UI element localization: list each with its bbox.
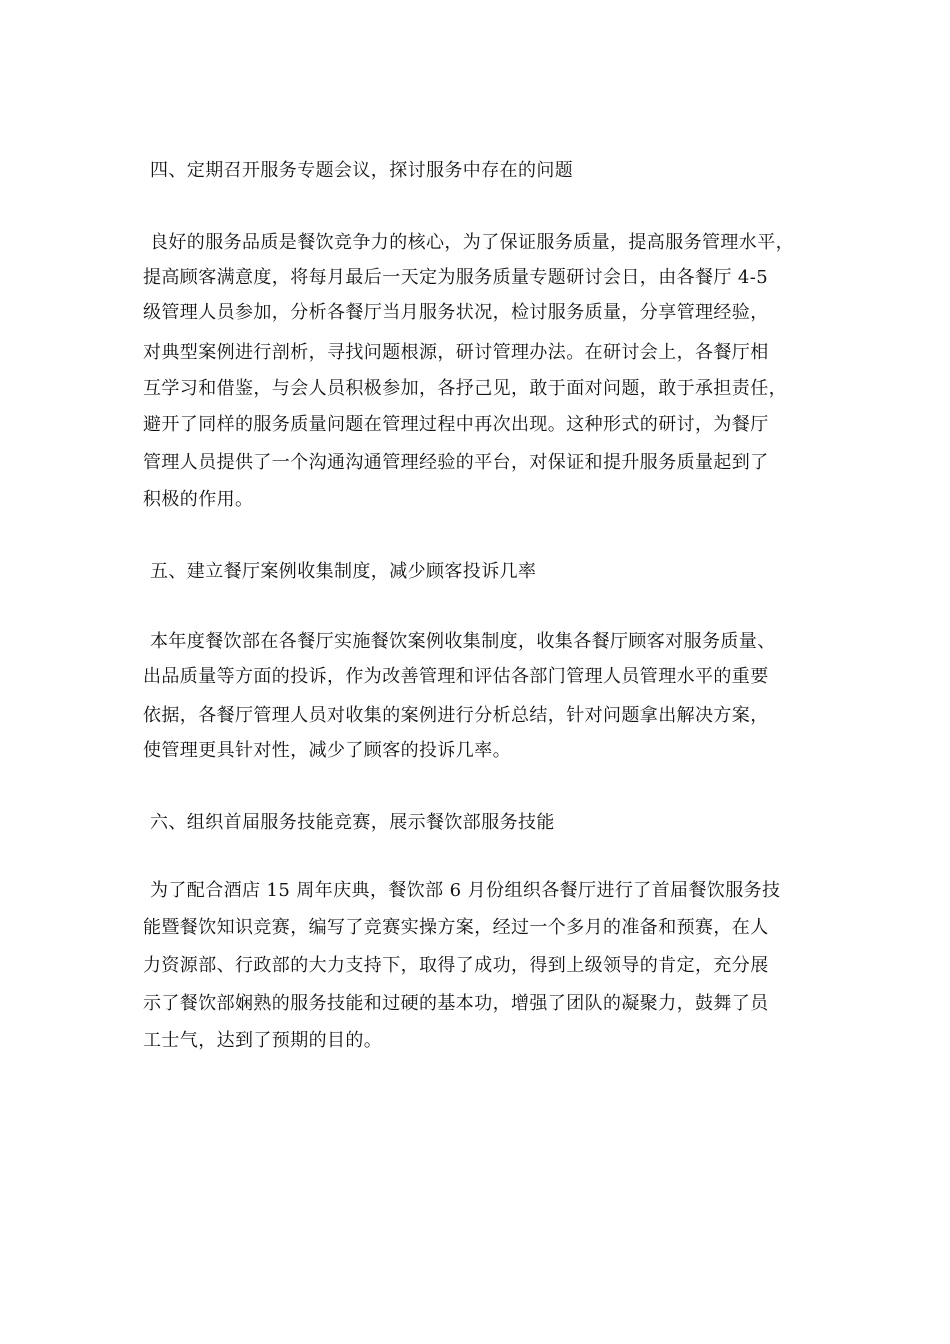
- section-4-line: 提高顾客满意度，将每月最后一天定为服务质量专题研讨会日，由各餐厅 4-5: [143, 267, 769, 288]
- section-6-heading: 六、组织首届服务技能竞赛，展示餐饮部服务技能: [150, 812, 555, 833]
- section-6-line: 示了餐饮部娴熟的服务技能和过硬的基本功，增强了团队的凝聚力，鼓舞了员: [143, 993, 769, 1014]
- section-6-line: 能暨餐饮知识竞赛，编写了竞赛实操方案，经过一个多月的准备和预赛，在人: [143, 917, 769, 938]
- section-6-line: 为了配合酒店 15 周年庆典，餐饮部 6 月份组织各餐厅进行了首届餐饮服务技: [150, 880, 781, 901]
- section-5-line: 出品质量等方面的投诉，作为改善管理和评估各部门管理人员管理水平的重要: [143, 666, 769, 687]
- section-4-line: 对典型案例进行剖析，寻找问题根源，研讨管理办法。在研讨会上，各餐厅相: [143, 342, 769, 363]
- section-4-line: 良好的服务品质是餐饮竞争力的核心，为了保证服务质量，提高服务管理水平，: [150, 232, 794, 253]
- section-4-line: 积极的作用。: [143, 489, 254, 510]
- section-5-line: 依据，各餐厅管理人员对收集的案例进行分析总结，针对问题拿出解决方案，: [143, 705, 769, 726]
- section-4-line: 互学习和借鉴，与会人员积极参加，各抒己见，敢于面对问题，敢于承担责任，: [143, 378, 787, 399]
- section-4-line: 级管理人员参加，分析各餐厅当月服务状况，检讨服务质量，分享管理经验，: [143, 302, 769, 323]
- section-5-line: 使管理更具针对性，减少了顾客的投诉几率。: [143, 740, 511, 761]
- section-5-heading: 五、建立餐厅案例收集制度，减少顾客投诉几率: [150, 561, 537, 582]
- section-4-line: 管理人员提供了一个沟通沟通管理经验的平台，对保证和提升服务质量起到了: [143, 452, 769, 473]
- section-6-line: 工士气，达到了预期的目的。: [143, 1030, 383, 1051]
- section-6-line: 力资源部、行政部的大力支持下，取得了成功，得到上级领导的肯定，充分展: [143, 955, 769, 976]
- section-4-heading: 四、定期召开服务专题会议，探讨服务中存在的问题: [150, 160, 574, 181]
- section-4-line: 避开了同样的服务质量问题在管理过程中再次出现。这种形式的研讨，为餐厅: [143, 414, 769, 435]
- section-5-line: 本年度餐饮部在各餐厅实施餐饮案例收集制度，收集各餐厅顾客对服务质量、: [150, 631, 776, 652]
